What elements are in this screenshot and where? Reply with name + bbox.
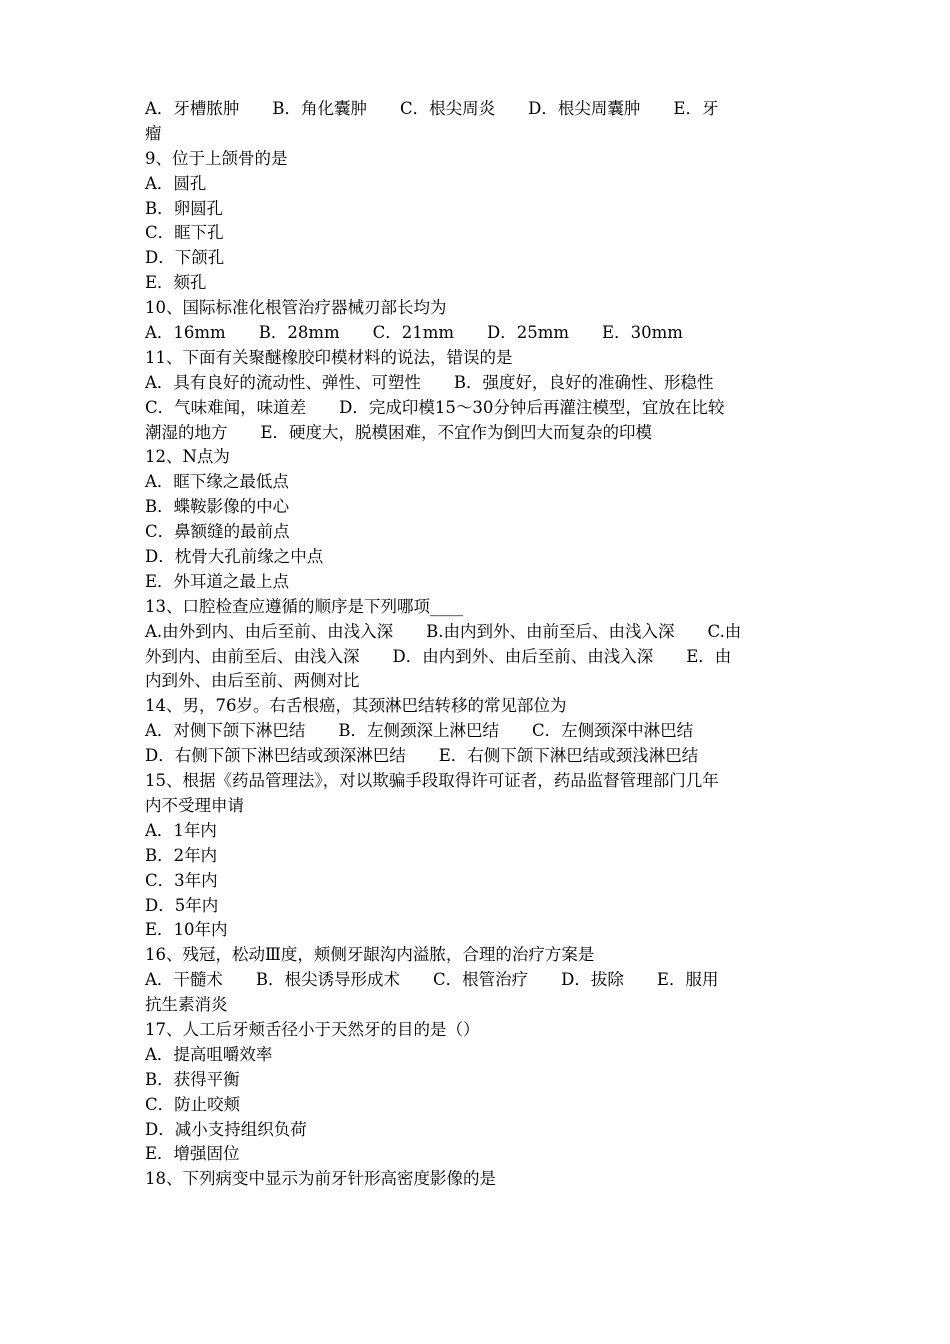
option-line: 内到外、由后至前、两侧对比	[145, 671, 360, 691]
option-line: A．干髓术 B．根尖诱导形成术 C．根管治疗 D．拔除 E．服用	[145, 970, 719, 990]
option-line: E．增强固位	[145, 1144, 240, 1164]
document-page	[145, 97, 810, 1192]
option-line: C．3年内	[145, 870, 218, 890]
option-line: D．5年内	[145, 895, 219, 915]
option-line: C．鼻额缝的最前点	[145, 522, 290, 542]
option-line: B．2年内	[145, 845, 218, 865]
question-11: 11、下面有关聚醚橡胶印模材料的说法，错误的是	[145, 347, 513, 367]
option-line: D．枕骨大孔前缘之中点	[145, 547, 324, 567]
option-line: A．具有良好的流动性、弹性、可塑性 B．强度好，良好的准确性、形稳性	[145, 372, 714, 392]
option-line: A．提高咀嚼效率	[145, 1044, 273, 1064]
option-line: D．右侧下颌下淋巴结或颈深淋巴结 E．右侧下颌下淋巴结或颈浅淋巴结	[145, 746, 699, 766]
text-line: 瘤	[145, 123, 162, 143]
option-line: E．外耳道之最上点	[145, 571, 290, 591]
option-line: E．10年内	[145, 920, 228, 940]
question-12: 12、N点为	[145, 447, 230, 467]
option-line: A．圆孔	[145, 173, 207, 193]
option-line: D．减小支持组织负荷	[145, 1119, 307, 1139]
option-line: B．卵圆孔	[145, 198, 224, 218]
question-14: 14、男，76岁。右舌根癌，其颈淋巴结转移的常见部位为	[145, 696, 567, 716]
question-16: 16、残冠，松动Ⅲ度，颊侧牙龈沟内溢脓，合理的治疗方案是	[145, 945, 595, 965]
question-13: 13、口腔检查应遵循的顺序是下列哪项____	[145, 596, 463, 616]
text-line: A．牙槽脓肿 B．角化囊肿 C．根尖周炎 D．根尖周囊肿 E．牙	[145, 99, 719, 118]
question-18: 18、下列病变中显示为前牙针形高密度影像的是	[145, 1169, 496, 1189]
option-line: B．蝶鞍影像的中心	[145, 497, 290, 517]
option-line: 潮湿的地方 E．硬度大，脱模困难，不宜作为倒凹大而复杂的印模	[145, 422, 653, 442]
option-line: E．颏孔	[145, 273, 207, 293]
question-15-cont: 内不受理申请	[145, 795, 244, 815]
option-line: A．16mm B．28mm C．21mm D．25mm E．30mm	[145, 323, 683, 343]
option-line: A．对侧下颌下淋巴结 B．左侧颈深上淋巴结 C．左侧颈深中淋巴结	[145, 721, 694, 741]
option-line: D．下颌孔	[145, 248, 225, 268]
option-line: A.由外到内、由后至前、由浅入深 B.由内到外、由前至后、由浅入深 C.由	[145, 621, 742, 641]
question-17: 17、人工后牙颊舌径小于天然牙的目的是（）	[145, 1019, 480, 1039]
option-line: C．气味难闻，味道差 D．完成印模15～30分钟后再灌注模型，宜放在比较	[145, 397, 725, 417]
question-15: 15、根据《药品管理法》，对以欺骗手段取得许可证者，药品监督管理部门几年	[145, 771, 719, 791]
option-line: 抗生素消炎	[145, 995, 228, 1015]
option-line: A．眶下缘之最低点	[145, 472, 289, 492]
option-line: 外到内、由前至后、由浅入深 D．由内到外、由后至前、由浅入深 E．由	[145, 646, 732, 666]
option-line: C．眶下孔	[145, 223, 224, 243]
option-line: A．1年内	[145, 820, 217, 840]
question-10: 10、国际标准化根管治疗器械刃部长均为	[145, 298, 447, 318]
question-9: 9、位于上颌骨的是	[145, 148, 288, 168]
option-line: C．防止咬颊	[145, 1094, 241, 1114]
option-line: B．获得平衡	[145, 1069, 240, 1089]
